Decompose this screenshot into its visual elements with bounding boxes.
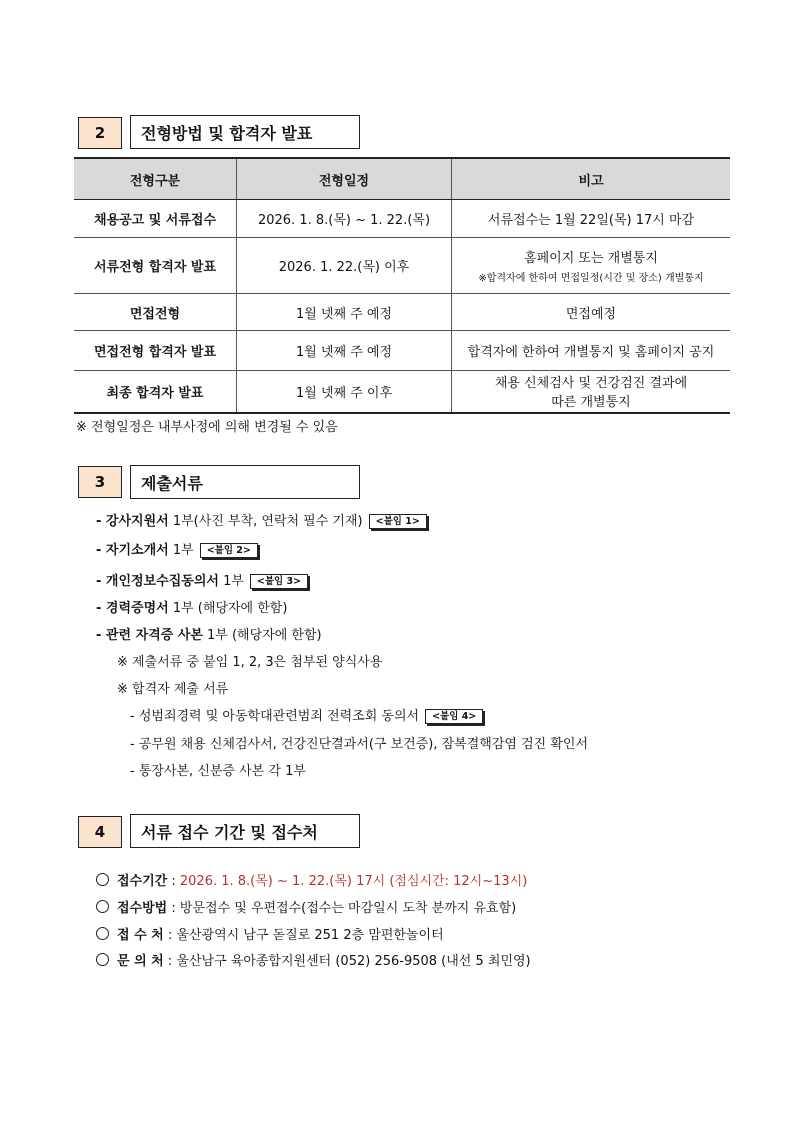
doc-item-self-intro: - 자기소개서 1부 <붙임 2>: [96, 539, 258, 558]
table-row: [74, 294, 730, 331]
passer-doc-item: - 통장사본, 신분증 사본 각 1부: [130, 764, 306, 779]
circle-bullet-icon: [96, 873, 109, 886]
stage-cell: 채용공고 및 서류접수: [74, 200, 237, 238]
doc-item-privacy-consent: - 개인정보수집동의서 1부 <붙임 3>: [96, 570, 308, 589]
info-period: 접수기간 : 2026. 1. 8.(목) ~ 1. 22.(목) 17시 (점심시간: 12시~13시): [96, 870, 527, 889]
section-3-title: 제출서류: [130, 465, 360, 499]
table-row: [74, 371, 730, 413]
note-cell: 면접예정: [452, 294, 731, 331]
table-row: [74, 238, 730, 294]
date-cell: 1월 넷째 주 예정: [237, 331, 452, 371]
section-4-number: 4: [78, 816, 122, 848]
date-cell: 1월 넷째 주 예정: [237, 294, 452, 331]
attachment-badge: <붙임 2>: [200, 543, 258, 558]
date-cell: 2026. 1. 8.(목) ~ 1. 22.(목): [237, 200, 452, 238]
stage-cell: 최종 합격자 발표: [74, 371, 237, 413]
table-header-row: [74, 158, 730, 200]
doc-note-passers: ※ 합격자 제출 서류: [117, 682, 229, 697]
attachment-badge: <붙임 3>: [250, 574, 308, 589]
attachment-badge: <붙임 4>: [425, 709, 483, 724]
doc-item-application: - 강사지원서 1부(사진 부착, 연락처 필수 기재) <붙임 1>: [96, 510, 427, 529]
note-main: 채용 신체검사 및 건강검진 결과에: [494, 376, 688, 392]
doc-item-license-copy: - 관련 자격증 사본 1부 (해당자에 한함): [96, 628, 322, 643]
doc-item-career-cert: - 경력증명서 1부 (해당자에 한함): [96, 601, 288, 616]
circle-bullet-icon: [96, 927, 109, 940]
info-contact: 문 의 처 : 울산남구 육아종합지원센터 (052) 256-9508 (내선 5 최민영): [96, 950, 531, 969]
date-cell: 1월 넷째 주 이후: [237, 371, 452, 413]
section-2-title: 전형방법 및 합격자 발표: [130, 115, 360, 149]
note-main: 홈페이지 또는 개별통지: [524, 251, 658, 266]
stage-cell: 면접전형 합격자 발표: [74, 331, 237, 371]
column-header-date: 전형일정: [237, 158, 452, 200]
date-cell: 2026. 1. 22.(목) 이후: [237, 238, 452, 294]
stage-cell: 서류전형 합격자 발표: [74, 238, 237, 294]
column-header-note: 비고: [452, 158, 731, 200]
attachment-badge: <붙임 1>: [369, 514, 427, 529]
period-value: 2026. 1. 8.(목) ~ 1. 22.(목) 17시 (점심시간: 12시~13시): [179, 874, 528, 889]
column-header-stage: 전형구분: [74, 158, 237, 200]
doc-note-forms: ※ 제출서류 중 붙임 1, 2, 3은 첨부된 양식사용: [117, 655, 383, 670]
stage-cell: 면접전형: [74, 294, 237, 331]
circle-bullet-icon: [96, 900, 109, 913]
note-cell: 합격자에 한하여 개별통지 및 홈페이지 공지: [452, 331, 731, 371]
passer-doc-item: - 성범죄경력 및 아동학대관련범죄 전력조회 동의서 <붙임 4>: [130, 705, 483, 724]
circle-bullet-icon: [96, 953, 109, 966]
schedule-footnote: ※ 전형일정은 내부사정에 의해 변경될 수 있음: [76, 420, 338, 435]
section-3-number: 3: [78, 466, 122, 498]
note-cell: [452, 238, 731, 294]
table-row: [74, 331, 730, 371]
note-sub: ※합격자에 한하여 면접일정(시간 및 장소) 개별통지: [478, 273, 704, 284]
section-4-title: 서류 접수 기간 및 접수처: [130, 814, 360, 848]
info-place: 접 수 처 : 울산광역시 남구 돋질로 251 2층 맘편한놀이터: [96, 924, 444, 943]
note-cell: [452, 371, 731, 413]
schedule-table: [74, 157, 730, 414]
section-2-number: 2: [78, 117, 122, 149]
info-method: 접수방법 : 방문접수 및 우편접수(접수는 마감일시 도착 분까지 유효함): [96, 897, 516, 916]
table-row: [74, 200, 730, 238]
note-cell: 서류접수는 1월 22일(목) 17시 마감: [452, 200, 731, 238]
passer-doc-item: - 공무원 채용 신체검사서, 건강진단결과서(구 보건증), 잠복결핵감염 검진 확인서: [130, 737, 589, 752]
note-sub: 따른 개별통지: [551, 395, 631, 411]
